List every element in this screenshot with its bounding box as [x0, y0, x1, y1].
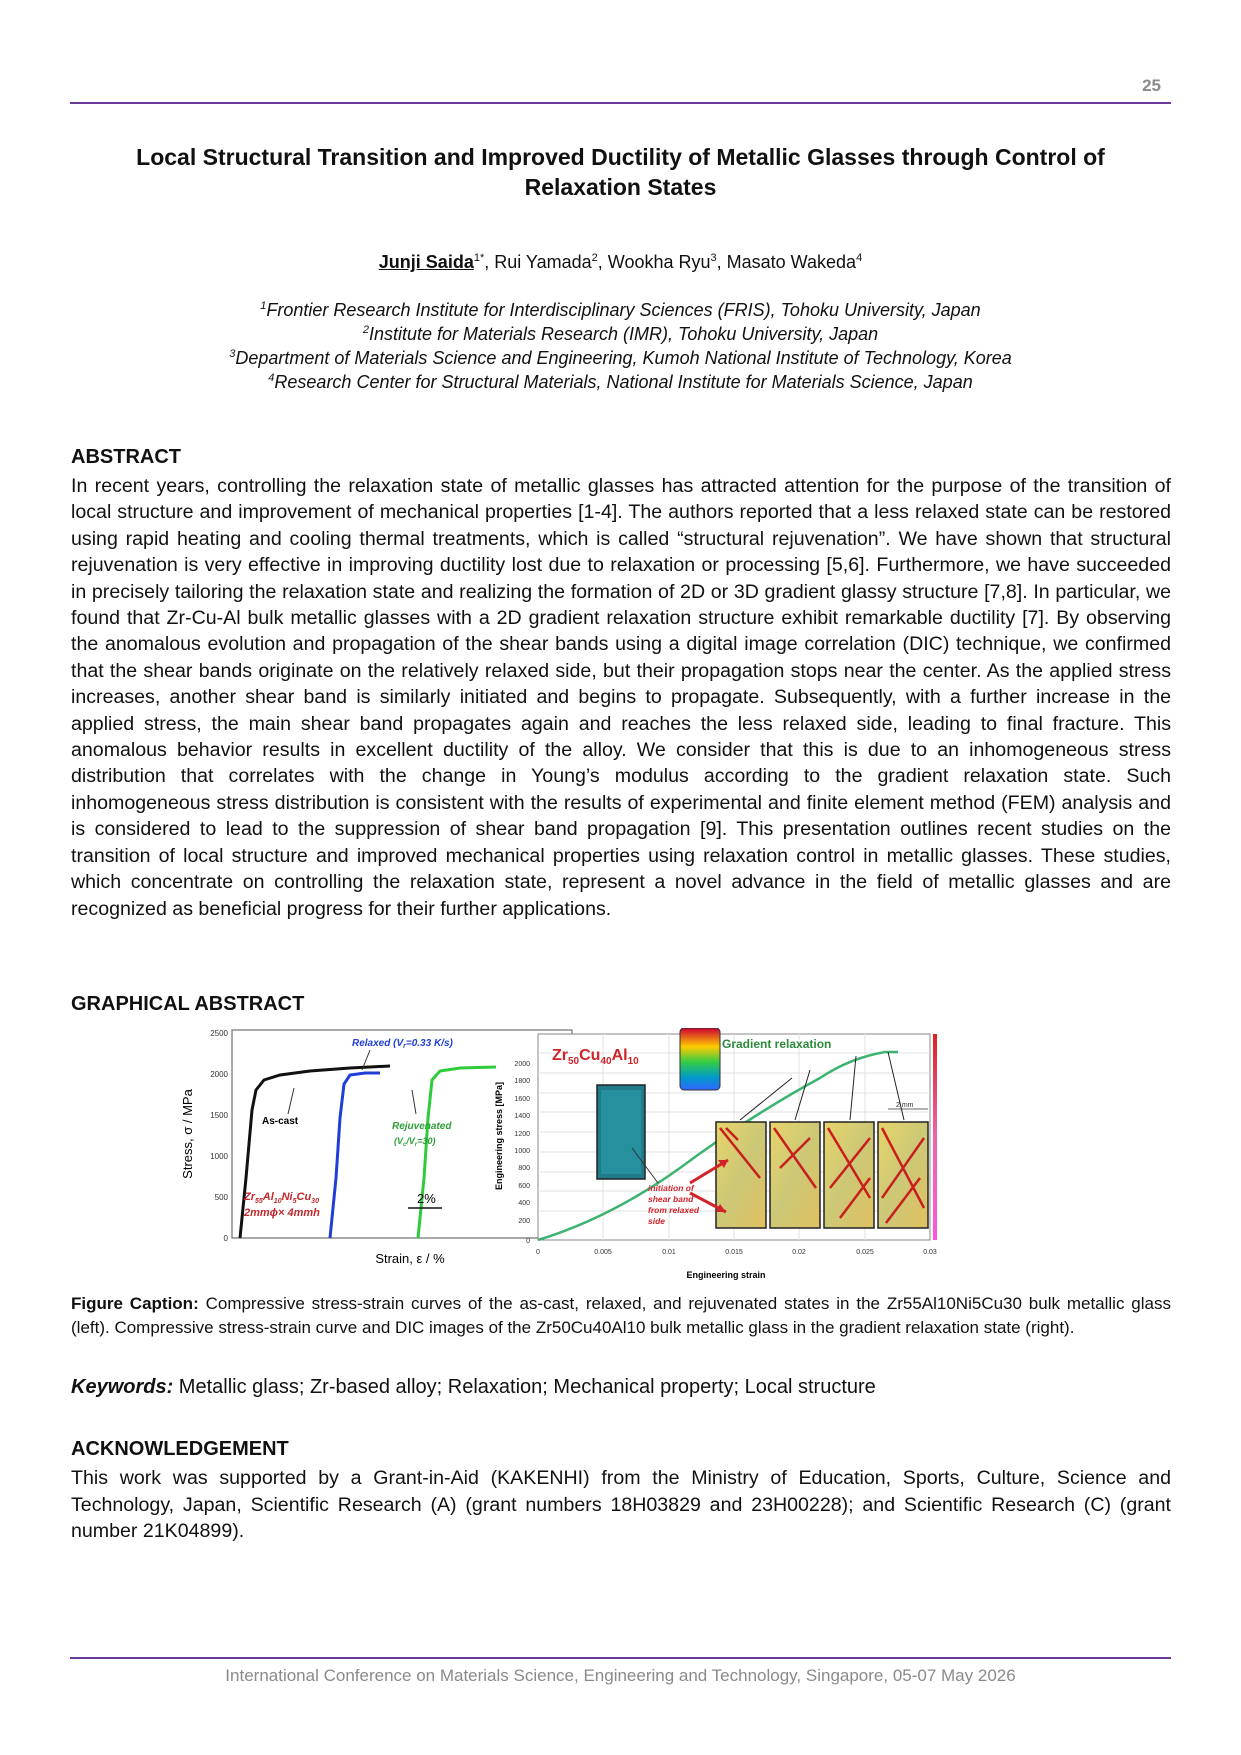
affiliation: $^1$Frontier Research Institute for Interdisciplinary Sciences (FRIS), Tohoku University, Japan	[260, 300, 981, 320]
author-name: Masato Wakeda	[726, 252, 857, 272]
left-ytick: 2500	[210, 1029, 228, 1038]
author-sup: 1*	[473, 252, 485, 264]
keywords	[71, 1376, 1171, 1399]
right-xtick: 0	[536, 1249, 540, 1256]
right-ytick: 1400	[514, 1113, 530, 1120]
author-list: Junji Saida$^{1*}$, Rui Yamada$^2$, Wookha Ryu$^3$, Masato Wakeda$^4$	[378, 252, 863, 272]
conference-footer: International Conference on Materials Science, Engineering and Technology, Singapore, 05-07 May 2026	[225, 1666, 1016, 1685]
color-scale-strip	[933, 1034, 937, 1240]
affiliation: $^2$Institute for Materials Research (IMR), Tohoku University, Japan	[362, 324, 879, 344]
keywords-text: Metallic glass; Zr-based alloy; Relaxation; Mechanical property; Local structure	[173, 1376, 876, 1398]
author-name: Rui Yamada	[494, 252, 592, 272]
dic-image	[878, 1122, 928, 1228]
left-ylabel: Stress, σ / MPa	[180, 1089, 195, 1179]
right-xtick: 0.005	[594, 1249, 612, 1256]
right-xtick: 0.015	[725, 1249, 743, 1256]
dic-image	[770, 1122, 820, 1228]
scale-bar-label: 2%	[417, 1191, 436, 1206]
figure-svg	[180, 1028, 1120, 1283]
keywords-label: Keywords:	[71, 1376, 174, 1398]
right-xtick: 0.01	[662, 1249, 676, 1256]
figure-caption	[71, 1292, 1171, 1340]
rejuvenated-label: Rejuvenated	[392, 1121, 452, 1132]
left-ytick: 1500	[210, 1111, 228, 1120]
acknowledgement-heading: ACKNOWLEDGEMENT	[71, 1438, 289, 1460]
left-ytick: 1000	[210, 1152, 228, 1161]
caption-text: Compressive stress-strain curves of the as-cast, relaxed, and rejuvenated states in the Zr55Al10Ni5Cu30 bulk metallic glass (left). Compressive stress-strain curve and DIC images of the Zr50Cu40Al10 bulk metallic glass in the gradient relaxation state (right).	[71, 1294, 1171, 1337]
dic-image	[824, 1122, 874, 1228]
left-ytick: 0	[223, 1234, 228, 1243]
left-alloy-label: $Zr_{55}Al_{10}Ni_5Cu_{30}$	[244, 1191, 319, 1205]
sample-size-label: 2mmϕ× 4mmh	[244, 1207, 320, 1219]
affiliations	[0, 298, 1241, 394]
left-stress-strain-plot	[180, 1029, 572, 1266]
right-ytick: 0	[526, 1238, 530, 1245]
abstract-heading: ABSTRACT	[71, 446, 181, 468]
header-rule	[70, 102, 1171, 104]
author-sup: 3	[710, 252, 717, 264]
page-number: 25	[1142, 76, 1161, 95]
right-ytick: 1000	[514, 1148, 530, 1155]
gradient-cylinder-sample	[680, 1028, 720, 1090]
right-ylabel: Engineering stress [MPa]	[494, 1081, 504, 1191]
left-xlabel: Strain, ε / %	[375, 1251, 445, 1266]
annotation-line: shear band	[648, 1194, 694, 1204]
abstract-text: In recent years, controlling the relaxation state of metallic glasses has attracted attention for the purpose of the transition of local structure and improvement of mechanical properties [1-4]. The authors reported that a less relaxed state can be restored using rapid heating and cooling thermal treatments, which is called “structural rejuvenation”. We have shown that structural rejuvenation is very effective in improving ductility lost due to relaxation or processing [5,6]. Furthermore, we have succeeded in precisely tailoring the relaxation state and realizing the formation of 2D or 3D gradient glassy structure [7,8]. In particular, we found that Zr-Cu-Al bulk metallic glasses with a 2D gradient relaxation structure exhibit remarkable ductility [7]. By observing the anomalous evolution and propagation of the shear bands using a digital image correlation (DIC) technique, we confirmed that the shear bands originate on the relatively relaxed side, but their propagation stops near the center. As the applied stress increases, another shear band is similarly initiated and begins to propagate. Subsequently, with a further increase in the applied stress, the main shear band propagates again and reaches the less relaxed side, leading to final fracture. This anomalous behavior results in excellent ductility of the alloy. We consider that this is due to an inhomogeneous stress distribution that correlates with the change in Young’s modulus according to the gradient relaxation state. Such inhomogeneous stress distribution is consistent with the results of experimental and finite element method (FEM) analysis and is considered to lead to the suppression of shear band propagation [9]. This presentation outlines recent studies on the transition of local structure and improved mechanical properties using relaxation control in metallic glasses. These studies, which concentrate on controlling the relaxation state, represent a novel advance in the field of metallic glasses and are recognized as beneficial progress for their further applications.	[71, 475, 1171, 920]
right-xtick: 0.03	[923, 1249, 937, 1256]
right-xtick: 0.025	[856, 1249, 874, 1256]
presenting-author: Junji Saida	[378, 252, 474, 272]
left-ytick: 500	[214, 1193, 228, 1202]
author-name: Wookha Ryu	[607, 252, 711, 272]
right-xtick: 0.02	[792, 1249, 806, 1256]
right-ytick: 2000	[514, 1061, 530, 1068]
annotation-line: from relaxed	[648, 1205, 700, 1215]
dic-scale-label: 2 mm	[896, 1102, 914, 1109]
left-ytick: 2000	[210, 1070, 228, 1079]
right-alloy-label: $Zr_{50}Cu_{40}Al_{10}$	[552, 1047, 639, 1067]
right-ytick: 600	[518, 1183, 530, 1190]
right-ytick: 200	[518, 1218, 530, 1225]
caption-label: Figure Caption:	[71, 1294, 199, 1313]
acknowledgement-text: This work was supported by a Grant-in-Aid (KAKENHI) from the Ministry of Education, Sports, Culture, Science and Technology, Japan, Scientific Research (A) (grant numbers 18H03829 and 23H00228); and Scientific Research (C) (grant number 21K04899).	[71, 1467, 1171, 1543]
annotation-line: initiation of	[648, 1183, 694, 1193]
right-ytick: 400	[518, 1200, 530, 1207]
affiliation: $^4$Research Center for Structural Materials, National Institute for Materials Science, Japan	[268, 372, 973, 392]
annotation-line: side	[648, 1216, 666, 1226]
gradient-relaxation-label: Gradient relaxation	[722, 1037, 832, 1051]
right-stress-strain-dic-plot	[494, 1028, 937, 1280]
relaxed-label: Relaxed ($V_r=0.33$ K/s)	[352, 1038, 453, 1050]
right-ytick: 1200	[514, 1131, 530, 1138]
right-ytick: 1800	[514, 1078, 530, 1085]
right-ytick: 1600	[514, 1096, 530, 1103]
author-sup: 2	[591, 252, 598, 264]
right-ytick: 800	[518, 1165, 530, 1172]
graphical-abstract-heading: GRAPHICAL ABSTRACT	[71, 993, 305, 1015]
right-xlabel: Engineering strain	[686, 1270, 766, 1280]
graphical-abstract-figure	[180, 1028, 1120, 1283]
paper-title: Local Structural Transition and Improved Ductility of Metallic Glasses through Control of Relaxation States	[136, 144, 1105, 200]
footer-rule	[70, 1657, 1171, 1659]
affiliation: $^3$Department of Materials Science and Engineering, Kumoh National Institute of Technology, Korea	[229, 348, 1012, 368]
rejuvenated-detail-label: $(V_c/V_r=30)$	[394, 1136, 436, 1148]
as-cast-label: As-cast	[262, 1116, 299, 1127]
author-sup: 4	[856, 252, 863, 264]
